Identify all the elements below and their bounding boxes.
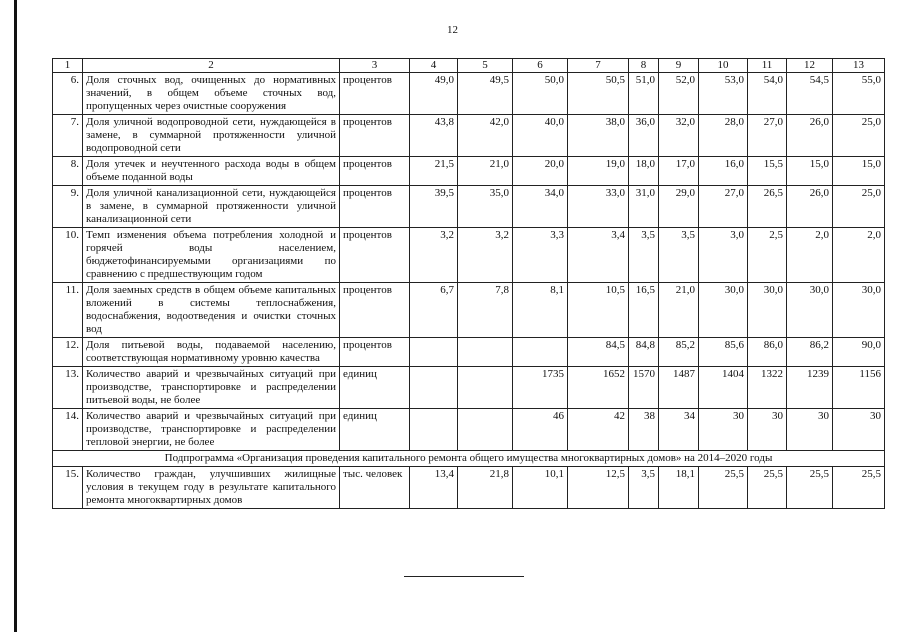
value-cell: 34,0 xyxy=(513,186,568,228)
value-cell: 19,0 xyxy=(568,157,629,186)
column-header: 9 xyxy=(659,59,699,73)
value-cell: 30 xyxy=(699,409,748,451)
value-cell: 18,1 xyxy=(659,467,699,509)
value-cell: 36,0 xyxy=(629,115,659,157)
value-cell: 10,1 xyxy=(513,467,568,509)
value-cell xyxy=(458,338,513,367)
unit-of-measure: процентов xyxy=(340,157,410,186)
value-cell: 1570 xyxy=(629,367,659,409)
header-row xyxy=(53,59,885,73)
value-cell: 30 xyxy=(748,409,787,451)
indicator-description: Темп изменения объема потребления холодной и горячей воды населением, бюджетофинансируемыми организациями по сравнению с предшествующим годом xyxy=(83,228,340,283)
unit-of-measure: единиц xyxy=(340,367,410,409)
value-cell: 3,2 xyxy=(410,228,458,283)
value-cell: 25,5 xyxy=(833,467,885,509)
subprogram-title: Подпрограмма «Организация проведения капитального ремонта общего имущества многоквартирных домов» на 2014–2020 годы xyxy=(53,451,885,467)
value-cell: 38 xyxy=(629,409,659,451)
value-cell: 51,0 xyxy=(629,73,659,115)
value-cell: 85,6 xyxy=(699,338,748,367)
column-header: 10 xyxy=(699,59,748,73)
value-cell: 16,0 xyxy=(699,157,748,186)
value-cell: 25,0 xyxy=(833,115,885,157)
indicator-description: Доля питьевой воды, подаваемой населению, соответствующая нормативному уровню качества xyxy=(83,338,340,367)
value-cell: 10,5 xyxy=(568,283,629,338)
value-cell: 1652 xyxy=(568,367,629,409)
unit-of-measure: процентов xyxy=(340,186,410,228)
column-header: 6 xyxy=(513,59,568,73)
indicator-description: Доля уличной водопроводной сети, нуждающейся в замене, в суммарной протяженности уличной водопроводной сети xyxy=(83,115,340,157)
row-number: 14. xyxy=(53,409,83,451)
row-number: 11. xyxy=(53,283,83,338)
value-cell: 49,0 xyxy=(410,73,458,115)
column-header: 4 xyxy=(410,59,458,73)
value-cell: 30,0 xyxy=(699,283,748,338)
column-header: 11 xyxy=(748,59,787,73)
unit-of-measure: процентов xyxy=(340,338,410,367)
value-cell: 54,0 xyxy=(748,73,787,115)
value-cell: 86,0 xyxy=(748,338,787,367)
value-cell: 42,0 xyxy=(458,115,513,157)
indicator-description: Доля сточных вод, очищенных до нормативных значений, в общем объеме сточных вод, пропущенных через очистные сооружения xyxy=(83,73,340,115)
table-row xyxy=(53,283,885,338)
value-cell: 15,0 xyxy=(833,157,885,186)
row-number: 15. xyxy=(53,467,83,509)
value-cell: 3,4 xyxy=(568,228,629,283)
value-cell: 55,0 xyxy=(833,73,885,115)
value-cell: 25,5 xyxy=(699,467,748,509)
column-header: 5 xyxy=(458,59,513,73)
value-cell: 15,5 xyxy=(748,157,787,186)
value-cell xyxy=(410,409,458,451)
value-cell: 3,3 xyxy=(513,228,568,283)
value-cell: 46 xyxy=(513,409,568,451)
value-cell: 1404 xyxy=(699,367,748,409)
indicator-description: Доля утечек и неучтенного расхода воды в общем объеме поданной воды xyxy=(83,157,340,186)
value-cell: 20,0 xyxy=(513,157,568,186)
value-cell xyxy=(410,367,458,409)
value-cell: 34 xyxy=(659,409,699,451)
value-cell: 2,5 xyxy=(748,228,787,283)
value-cell: 25,5 xyxy=(748,467,787,509)
column-header: 3 xyxy=(340,59,410,73)
footer-rule xyxy=(404,576,524,577)
value-cell: 52,0 xyxy=(659,73,699,115)
table-row xyxy=(53,467,885,509)
row-number: 9. xyxy=(53,186,83,228)
column-header: 2 xyxy=(83,59,340,73)
value-cell: 1322 xyxy=(748,367,787,409)
unit-of-measure: процентов xyxy=(340,73,410,115)
unit-of-measure: процентов xyxy=(340,228,410,283)
unit-of-measure: тыс. человек xyxy=(340,467,410,509)
table-row xyxy=(53,228,885,283)
table-row xyxy=(53,186,885,228)
row-number: 6. xyxy=(53,73,83,115)
value-cell: 35,0 xyxy=(458,186,513,228)
value-cell: 84,8 xyxy=(629,338,659,367)
value-cell: 12,5 xyxy=(568,467,629,509)
value-cell: 3,5 xyxy=(629,467,659,509)
value-cell: 39,5 xyxy=(410,186,458,228)
indicator-description: Количество аварий и чрезвычайных ситуаций при производстве, транспортировке и распределении тепловой энергии, не более xyxy=(83,409,340,451)
column-header: 1 xyxy=(53,59,83,73)
table-row xyxy=(53,338,885,367)
table-body-subprogram xyxy=(53,467,885,509)
value-cell: 25,5 xyxy=(787,467,833,509)
value-cell: 21,0 xyxy=(458,157,513,186)
value-cell: 17,0 xyxy=(659,157,699,186)
column-header: 13 xyxy=(833,59,885,73)
table-row xyxy=(53,157,885,186)
indicator-description: Доля заемных средств в общем объеме капитальных вложений в системы теплоснабжения, водоснабжения, водоотведения и очистки сточных вод xyxy=(83,283,340,338)
value-cell xyxy=(458,409,513,451)
unit-of-measure: единиц xyxy=(340,409,410,451)
value-cell: 84,5 xyxy=(568,338,629,367)
value-cell: 30,0 xyxy=(787,283,833,338)
value-cell: 49,5 xyxy=(458,73,513,115)
value-cell: 31,0 xyxy=(629,186,659,228)
value-cell: 86,2 xyxy=(787,338,833,367)
value-cell: 3,5 xyxy=(629,228,659,283)
value-cell: 26,0 xyxy=(787,115,833,157)
table-row xyxy=(53,115,885,157)
value-cell: 32,0 xyxy=(659,115,699,157)
value-cell: 1487 xyxy=(659,367,699,409)
value-cell: 85,2 xyxy=(659,338,699,367)
value-cell: 8,1 xyxy=(513,283,568,338)
table-row xyxy=(53,409,885,451)
value-cell: 21,0 xyxy=(659,283,699,338)
value-cell: 3,0 xyxy=(699,228,748,283)
value-cell: 7,8 xyxy=(458,283,513,338)
row-number: 12. xyxy=(53,338,83,367)
value-cell: 2,0 xyxy=(833,228,885,283)
value-cell: 90,0 xyxy=(833,338,885,367)
value-cell: 2,0 xyxy=(787,228,833,283)
value-cell: 16,5 xyxy=(629,283,659,338)
column-header: 7 xyxy=(568,59,629,73)
value-cell xyxy=(458,367,513,409)
column-header: 8 xyxy=(629,59,659,73)
unit-of-measure: процентов xyxy=(340,283,410,338)
value-cell: 33,0 xyxy=(568,186,629,228)
value-cell: 40,0 xyxy=(513,115,568,157)
value-cell: 29,0 xyxy=(659,186,699,228)
value-cell: 30 xyxy=(833,409,885,451)
value-cell: 50,5 xyxy=(568,73,629,115)
row-number: 10. xyxy=(53,228,83,283)
value-cell: 15,0 xyxy=(787,157,833,186)
indicator-description: Количество аварий и чрезвычайных ситуаций при производстве, транспортировке и распределении питьевой воды, не более xyxy=(83,367,340,409)
table-row xyxy=(53,367,885,409)
subprogram-section xyxy=(53,451,885,467)
table-row xyxy=(53,73,885,115)
value-cell: 21,5 xyxy=(410,157,458,186)
indicators-table xyxy=(52,58,885,509)
table-body xyxy=(53,73,885,451)
value-cell: 6,7 xyxy=(410,283,458,338)
value-cell: 28,0 xyxy=(699,115,748,157)
column-header: 12 xyxy=(787,59,833,73)
value-cell: 54,5 xyxy=(787,73,833,115)
value-cell: 53,0 xyxy=(699,73,748,115)
value-cell: 25,0 xyxy=(833,186,885,228)
value-cell: 43,8 xyxy=(410,115,458,157)
left-edge-bar xyxy=(14,0,17,632)
value-cell: 1156 xyxy=(833,367,885,409)
value-cell: 30 xyxy=(787,409,833,451)
row-number: 8. xyxy=(53,157,83,186)
value-cell: 30,0 xyxy=(748,283,787,338)
page-number: 12 xyxy=(447,24,458,36)
value-cell: 38,0 xyxy=(568,115,629,157)
value-cell xyxy=(513,338,568,367)
value-cell xyxy=(410,338,458,367)
value-cell: 1735 xyxy=(513,367,568,409)
row-number: 13. xyxy=(53,367,83,409)
value-cell: 30,0 xyxy=(833,283,885,338)
value-cell: 26,0 xyxy=(787,186,833,228)
value-cell: 13,4 xyxy=(410,467,458,509)
value-cell: 1239 xyxy=(787,367,833,409)
value-cell: 27,0 xyxy=(699,186,748,228)
unit-of-measure: процентов xyxy=(340,115,410,157)
value-cell: 27,0 xyxy=(748,115,787,157)
indicator-description: Доля уличной канализационной сети, нуждающейся в замене, в суммарной протяженности уличной канализационной сети xyxy=(83,186,340,228)
row-number: 7. xyxy=(53,115,83,157)
indicator-description: Количество граждан, улучшивших жилищные условия в текущем году в результате капитального ремонта многоквартирных домов xyxy=(83,467,340,509)
subprogram-row xyxy=(53,451,885,467)
value-cell: 18,0 xyxy=(629,157,659,186)
value-cell: 26,5 xyxy=(748,186,787,228)
value-cell: 42 xyxy=(568,409,629,451)
value-cell: 3,2 xyxy=(458,228,513,283)
value-cell: 21,8 xyxy=(458,467,513,509)
value-cell: 3,5 xyxy=(659,228,699,283)
value-cell: 50,0 xyxy=(513,73,568,115)
